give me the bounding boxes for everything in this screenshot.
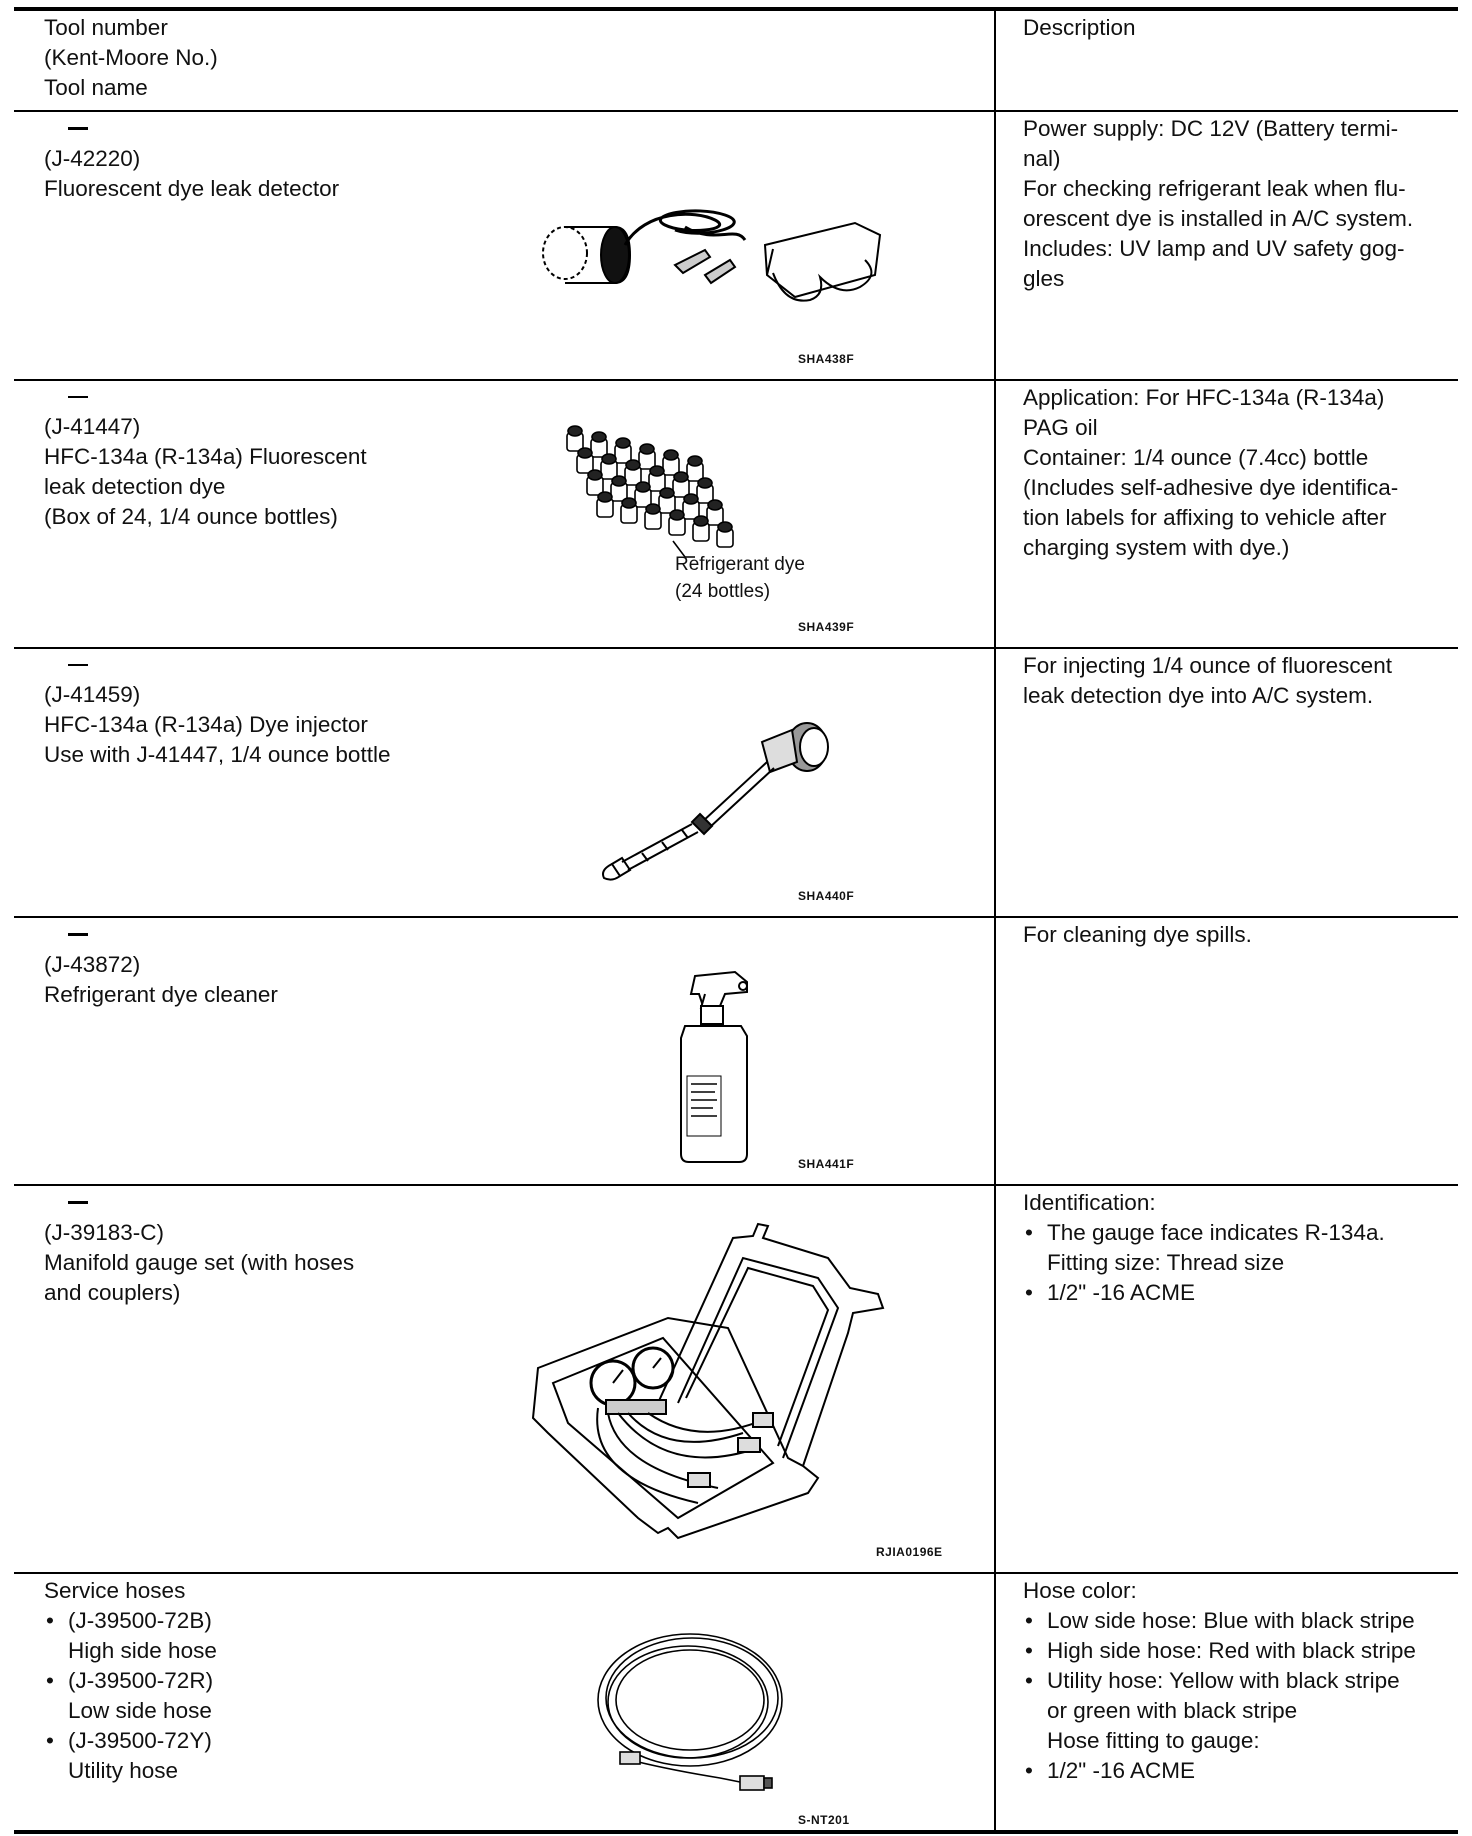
dye-bottle-icon [693,516,709,541]
description-intro: Hose color: [1023,1578,1137,1603]
description-line: PAG oil [1023,415,1098,440]
figure-code: RJIA0196E [876,1545,943,1559]
description-bullet: • Low side hose: Blue with black stripe [1023,1606,1443,1636]
description-line: leak detection dye into A/C system. [1023,683,1374,708]
table-row-5-description [1023,1188,1443,1308]
header-kent-moore: (Kent-Moore No.) [44,45,218,70]
description-bullet: • The gauge face indicates R-134a. [1023,1218,1443,1248]
description-line: charging system with dye.) [1023,535,1290,560]
tool-name: Service hoses [44,1578,186,1603]
callout-line: (24 bottles) [675,581,771,602]
description-intro: Identification: [1023,1190,1156,1215]
row-divider [14,1184,1458,1186]
manifold-gauge-case-icon [528,1218,898,1548]
tool-name: Fluorescent dye leak detector [44,176,340,201]
table-row-4-name [44,920,984,1010]
dye-bottle-icon [625,460,641,485]
dye-bottle-icon [597,492,613,517]
dye-bottle-icon [567,426,583,451]
dye-bottle-icon [663,450,679,475]
description-bullet-continuation: Fitting size: Thread size [1047,1250,1285,1275]
table-row-6-description [1023,1576,1443,1786]
table-row-4-description [1023,920,1443,950]
hose-bullet: • (J-39500-72B) [44,1606,984,1636]
dye-bottles-icon [555,413,755,563]
tool-name: and couplers) [44,1280,181,1305]
dye-bottle-icon [683,494,699,519]
hose-name: High side hose [68,1638,217,1663]
description-bullet: • High side hose: Red with black stripe [1023,1636,1443,1666]
dye-bottle-icon [673,472,689,497]
figure-code: S-NT201 [798,1813,850,1827]
description-line: Includes: UV lamp and UV safety gog- [1023,236,1405,261]
dye-bottle-icon [639,444,655,469]
description-bullet-continuation: Hose fitting to gauge: [1047,1728,1260,1753]
hose-name: Low side hose [68,1698,212,1723]
table-row-3-description [1023,651,1443,711]
dye-bottle-icon [707,500,723,525]
header-tool-name: Tool name [44,75,148,100]
dye-bottle-icon [659,488,675,513]
description-line: For injecting 1/4 ounce of fluorescent [1023,653,1392,678]
dye-bottle-icon [687,456,703,481]
description-line: tion labels for affixing to vehicle after [1023,505,1387,530]
row-divider [14,647,1458,649]
row-divider [14,916,1458,918]
dye-bottle-icon [601,454,617,479]
description-line: Power supply: DC 12V (Battery termi- [1023,116,1399,141]
header-right-cell [1023,13,1443,43]
tool-name: Manifold gauge set (with hoses [44,1250,355,1275]
tool-name: (Box of 24, 1/4 ounce bottles) [44,504,338,529]
row-divider [14,110,1458,112]
table-bottom-rule [14,1830,1458,1834]
tool-name: Use with J-41447, 1/4 ounce bottle [44,742,391,767]
table-row-6-name [44,1576,984,1786]
figure-code: SHA440F [798,889,855,903]
dye-bottle-icon [611,476,627,501]
tool-name: HFC-134a (R-134a) Dye injector [44,712,368,737]
kent-moore-number: (J-39183-C) [44,1220,165,1245]
description-line: Container: 1/4 ounce (7.4cc) bottle [1023,445,1369,470]
service-hose-coil-icon [590,1620,790,1800]
table-row-3-name [44,651,984,770]
header-tool-number: Tool number [44,15,168,40]
row-divider [14,379,1458,381]
description-line: orescent dye is installed in A/C system. [1023,206,1414,231]
table-row-1-name [44,114,984,204]
description-line: Application: For HFC-134a (R-134a) [1023,385,1385,410]
kent-moore-number: (J-41459) [44,682,141,707]
dye-bottle-icon [615,438,631,463]
spray-bottle-icon [665,966,765,1166]
tool-number-dash [68,1201,88,1204]
tool-name: leak detection dye [44,474,226,499]
kent-moore-number: (J-42220) [44,146,141,171]
description-bullet: • Utility hose: Yellow with black stripe [1023,1666,1443,1696]
dye-bottle-icon [645,504,661,529]
kent-moore-number: (J-43872) [44,952,141,977]
tool-name: HFC-134a (R-134a) Fluorescent [44,444,367,469]
figure-code: SHA439F [798,620,855,634]
dye-bottle-icon [697,478,713,503]
table-top-rule [14,7,1458,11]
tool-number-dash [68,396,88,398]
header-description: Description [1023,15,1136,40]
dye-bottle-icon [649,466,665,491]
dye-bottle-icon [577,448,593,473]
table-row-1-description [1023,114,1443,294]
table-row-2-name [44,383,984,532]
tool-number-dash [68,933,88,936]
hose-bullet: • (J-39500-72Y) [44,1726,984,1756]
description-line: nal) [1023,146,1061,171]
figure-code: SHA441F [798,1157,855,1171]
description-line: For checking refrigerant leak when flu- [1023,176,1406,201]
dye-bottle-icon [591,432,607,457]
dye-bottle-icon [621,498,637,523]
table-row-2-description [1023,383,1443,563]
description-bullet: • 1/2" -16 ACME [1023,1278,1443,1308]
tool-name: Refrigerant dye cleaner [44,982,278,1007]
dye-bottle-icon [717,522,733,547]
uv-leak-detector-kit-icon [535,205,895,325]
dye-bottle-icon [635,482,651,507]
description-line: (Includes self-adhesive dye identifica- [1023,475,1399,500]
dye-injector-icon [592,712,842,882]
kent-moore-number: (J-41447) [44,414,141,439]
description-bullet: • 1/2" -16 ACME [1023,1756,1443,1786]
description-line: gles [1023,266,1065,291]
dye-bottle-icon [669,510,685,535]
hose-bullet: • (J-39500-72R) [44,1666,984,1696]
column-divider [994,7,996,1834]
description-line: For cleaning dye spills. [1023,922,1252,947]
header-left-cell [44,13,984,103]
callout-line: Refrigerant dye [675,554,805,575]
dye-bottle-icon [587,470,603,495]
description-bullet-continuation: or green with black stripe [1047,1698,1298,1723]
tool-number-dash [68,127,88,130]
row-divider [14,1572,1458,1574]
figure-callout [675,551,805,605]
hose-name: Utility hose [68,1758,179,1783]
tool-number-dash [68,664,88,666]
figure-code: SHA438F [798,352,855,366]
